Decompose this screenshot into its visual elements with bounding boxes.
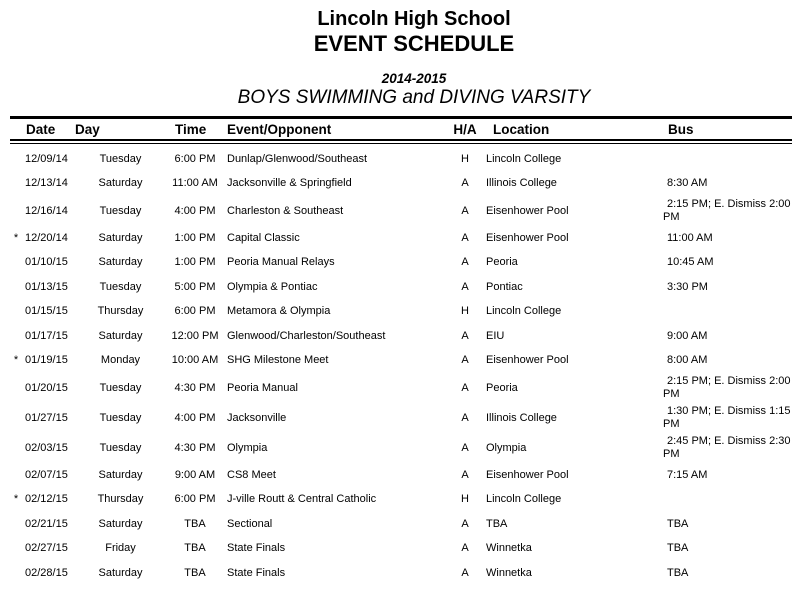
location-cell: Winnetka [486,566,532,579]
title-block [0,7,800,109]
location-cell: Eisenhower Pool [486,231,569,244]
time-cell: 6:00 PM [174,305,216,318]
event-cell: Jacksonville & Springfield [227,177,352,190]
day-cell: Saturday [98,517,143,530]
table-row [10,324,792,349]
date-cell: 01/19/15 [25,354,68,367]
day-cell: Saturday [98,231,143,244]
location-cell: Eisenhower Pool [486,204,569,217]
table-row [10,226,792,251]
location-cell: Illinois College [486,177,557,190]
ha-cell: A [461,329,469,342]
event-cell: Olympia [227,441,268,454]
table-row [10,349,792,374]
ha-cell: A [461,177,469,190]
bus-cell: TBA [667,517,689,530]
table-row [10,561,792,586]
ha-cell: H [461,305,469,318]
event-cell: Metamora & Olympia [227,305,331,318]
ha-cell: A [461,542,469,555]
day-cell: Saturday [98,256,143,269]
location-cell: TBA [486,517,508,530]
ha-cell: A [461,280,469,293]
date-cell: 02/03/15 [25,441,68,454]
location-cell: Pontiac [486,280,523,293]
bus-cell: 10:45 AM [667,256,714,269]
date-cell: 12/09/14 [25,152,68,165]
time-cell: TBA [184,517,206,530]
bus-cell: 2:45 PM; E. Dismiss 2:30 PM [663,435,791,460]
date-cell: 12/16/14 [25,204,68,217]
event-cell: SHG Milestone Meet [227,354,329,367]
column-header-time: Time [175,122,207,137]
event-cell: Glenwood/Charleston/Southeast [227,329,386,342]
date-cell: 02/07/15 [25,468,68,481]
ha-cell: A [461,381,469,394]
ha-cell: A [461,204,469,217]
date-cell: 12/13/14 [25,177,68,190]
table-row [10,537,792,562]
date-cell: 01/15/15 [25,305,68,318]
table-row [10,463,792,488]
ha-cell: A [461,468,469,481]
time-cell: 6:00 PM [174,493,216,506]
table-row [10,275,792,300]
school-name: Lincoln High School [317,8,511,30]
time-cell: 6:00 PM [174,152,216,165]
event-cell: Peoria Manual [227,381,298,394]
ha-cell: A [461,231,469,244]
bus-cell: TBA [667,542,689,555]
location-cell: Lincoln College [486,493,562,506]
day-cell: Saturday [98,468,143,481]
time-cell: 1:00 PM [174,256,216,269]
time-cell: TBA [184,542,206,555]
day-cell: Thursday [97,493,144,506]
column-header-ha: H/A [453,122,477,137]
time-cell: 4:00 PM [174,204,216,217]
ha-cell: H [461,152,469,165]
header-thin-rule [10,143,792,144]
event-cell: Olympia & Pontiac [227,280,318,293]
column-header-bus: Bus [668,122,694,137]
bus-cell: 7:15 AM [667,468,708,481]
time-cell: 5:00 PM [174,280,216,293]
bus-cell: 1:30 PM; E. Dismiss 1:15 PM [663,405,791,430]
ha-cell: A [461,566,469,579]
table-row [10,251,792,276]
day-cell: Monday [100,354,141,367]
time-cell: 4:00 PM [174,411,216,424]
schedule-table [10,116,792,586]
ha-cell: A [461,411,469,424]
asterisk-cell: * [13,354,19,367]
day-cell: Tuesday [99,280,142,293]
table-row [10,373,792,403]
day-cell: Saturday [98,177,143,190]
date-cell: 01/27/15 [25,411,68,424]
time-cell: 4:30 PM [174,381,216,394]
column-header-date: Date [26,122,56,137]
asterisk-cell: * [13,493,19,506]
bus-cell: 9:00 AM [667,329,708,342]
page-title: EVENT SCHEDULE [313,31,515,56]
location-cell: Olympia [486,441,527,454]
location-cell: Eisenhower Pool [486,354,569,367]
bus-cell: TBA [667,566,689,579]
bus-cell: 3:30 PM [667,280,708,293]
event-cell: State Finals [227,542,286,555]
location-cell: EIU [486,329,505,342]
bus-cell: 2:15 PM; E. Dismiss 2:00 PM [663,375,791,400]
time-cell: 9:00 AM [174,468,216,481]
ha-cell: H [461,493,469,506]
date-cell: 02/27/15 [25,542,68,555]
ha-cell: A [461,256,469,269]
ha-cell: A [461,441,469,454]
time-cell: 12:00 PM [171,329,219,342]
table-row [10,172,792,197]
time-cell: 4:30 PM [174,441,216,454]
table-row [10,433,792,463]
day-cell: Saturday [98,566,143,579]
time-cell: TBA [184,566,206,579]
ha-cell: A [461,354,469,367]
day-cell: Tuesday [99,441,142,454]
team-label: BOYS SWIMMING and DIVING VARSITY [237,87,591,108]
column-header-event: Event/Opponent [227,122,332,137]
time-cell: 1:00 PM [174,231,216,244]
table-row [10,403,792,433]
event-cell: Peoria Manual Relays [227,256,335,269]
location-cell: Lincoln College [486,305,562,318]
location-cell: Peoria [486,256,518,269]
column-header-location: Location [493,122,550,137]
date-cell: 01/13/15 [25,280,68,293]
day-cell: Tuesday [99,381,142,394]
event-cell: Capital Classic [227,231,300,244]
location-cell: Peoria [486,381,518,394]
day-cell: Friday [105,542,136,555]
day-cell: Saturday [98,329,143,342]
event-cell: Sectional [227,517,273,530]
table-row [10,300,792,325]
location-cell: Winnetka [486,542,532,555]
table-row [10,512,792,537]
table-row [10,488,792,513]
event-cell: Dunlap/Glenwood/Southeast [227,152,368,165]
event-cell: Jacksonville [227,411,287,424]
table-row [10,147,792,172]
table-header-row [10,116,792,141]
asterisk-cell: * [13,231,19,244]
date-cell: 01/10/15 [25,256,68,269]
bus-cell: 2:15 PM; E. Dismiss 2:00 PM [663,198,791,223]
column-header-day: Day [75,122,100,137]
event-cell: CS8 Meet [227,468,276,481]
location-cell: Lincoln College [486,152,562,165]
date-cell: 12/20/14 [25,231,68,244]
bus-cell: 8:00 AM [667,354,708,367]
day-cell: Tuesday [99,204,142,217]
location-cell: Illinois College [486,411,557,424]
bus-cell: 11:00 AM [667,231,713,244]
ha-cell: A [461,517,469,530]
event-cell: State Finals [227,566,286,579]
event-cell: Charleston & Southeast [227,204,344,217]
date-cell: 02/21/15 [25,517,68,530]
date-cell: 01/17/15 [25,329,68,342]
bus-cell: 8:30 AM [667,177,708,190]
table-row [10,196,792,226]
date-cell: 02/28/15 [25,566,68,579]
season-label: 2014-2015 [381,71,447,86]
time-cell: 10:00 AM [171,354,219,367]
schedule-rows [10,147,792,586]
date-cell: 02/12/15 [25,493,68,506]
day-cell: Tuesday [99,411,142,424]
date-cell: 01/20/15 [25,381,68,394]
event-cell: J-ville Routt & Central Catholic [227,493,377,506]
day-cell: Tuesday [99,152,142,165]
location-cell: Eisenhower Pool [486,468,569,481]
day-cell: Thursday [97,305,144,318]
time-cell: 11:00 AM [172,177,218,190]
